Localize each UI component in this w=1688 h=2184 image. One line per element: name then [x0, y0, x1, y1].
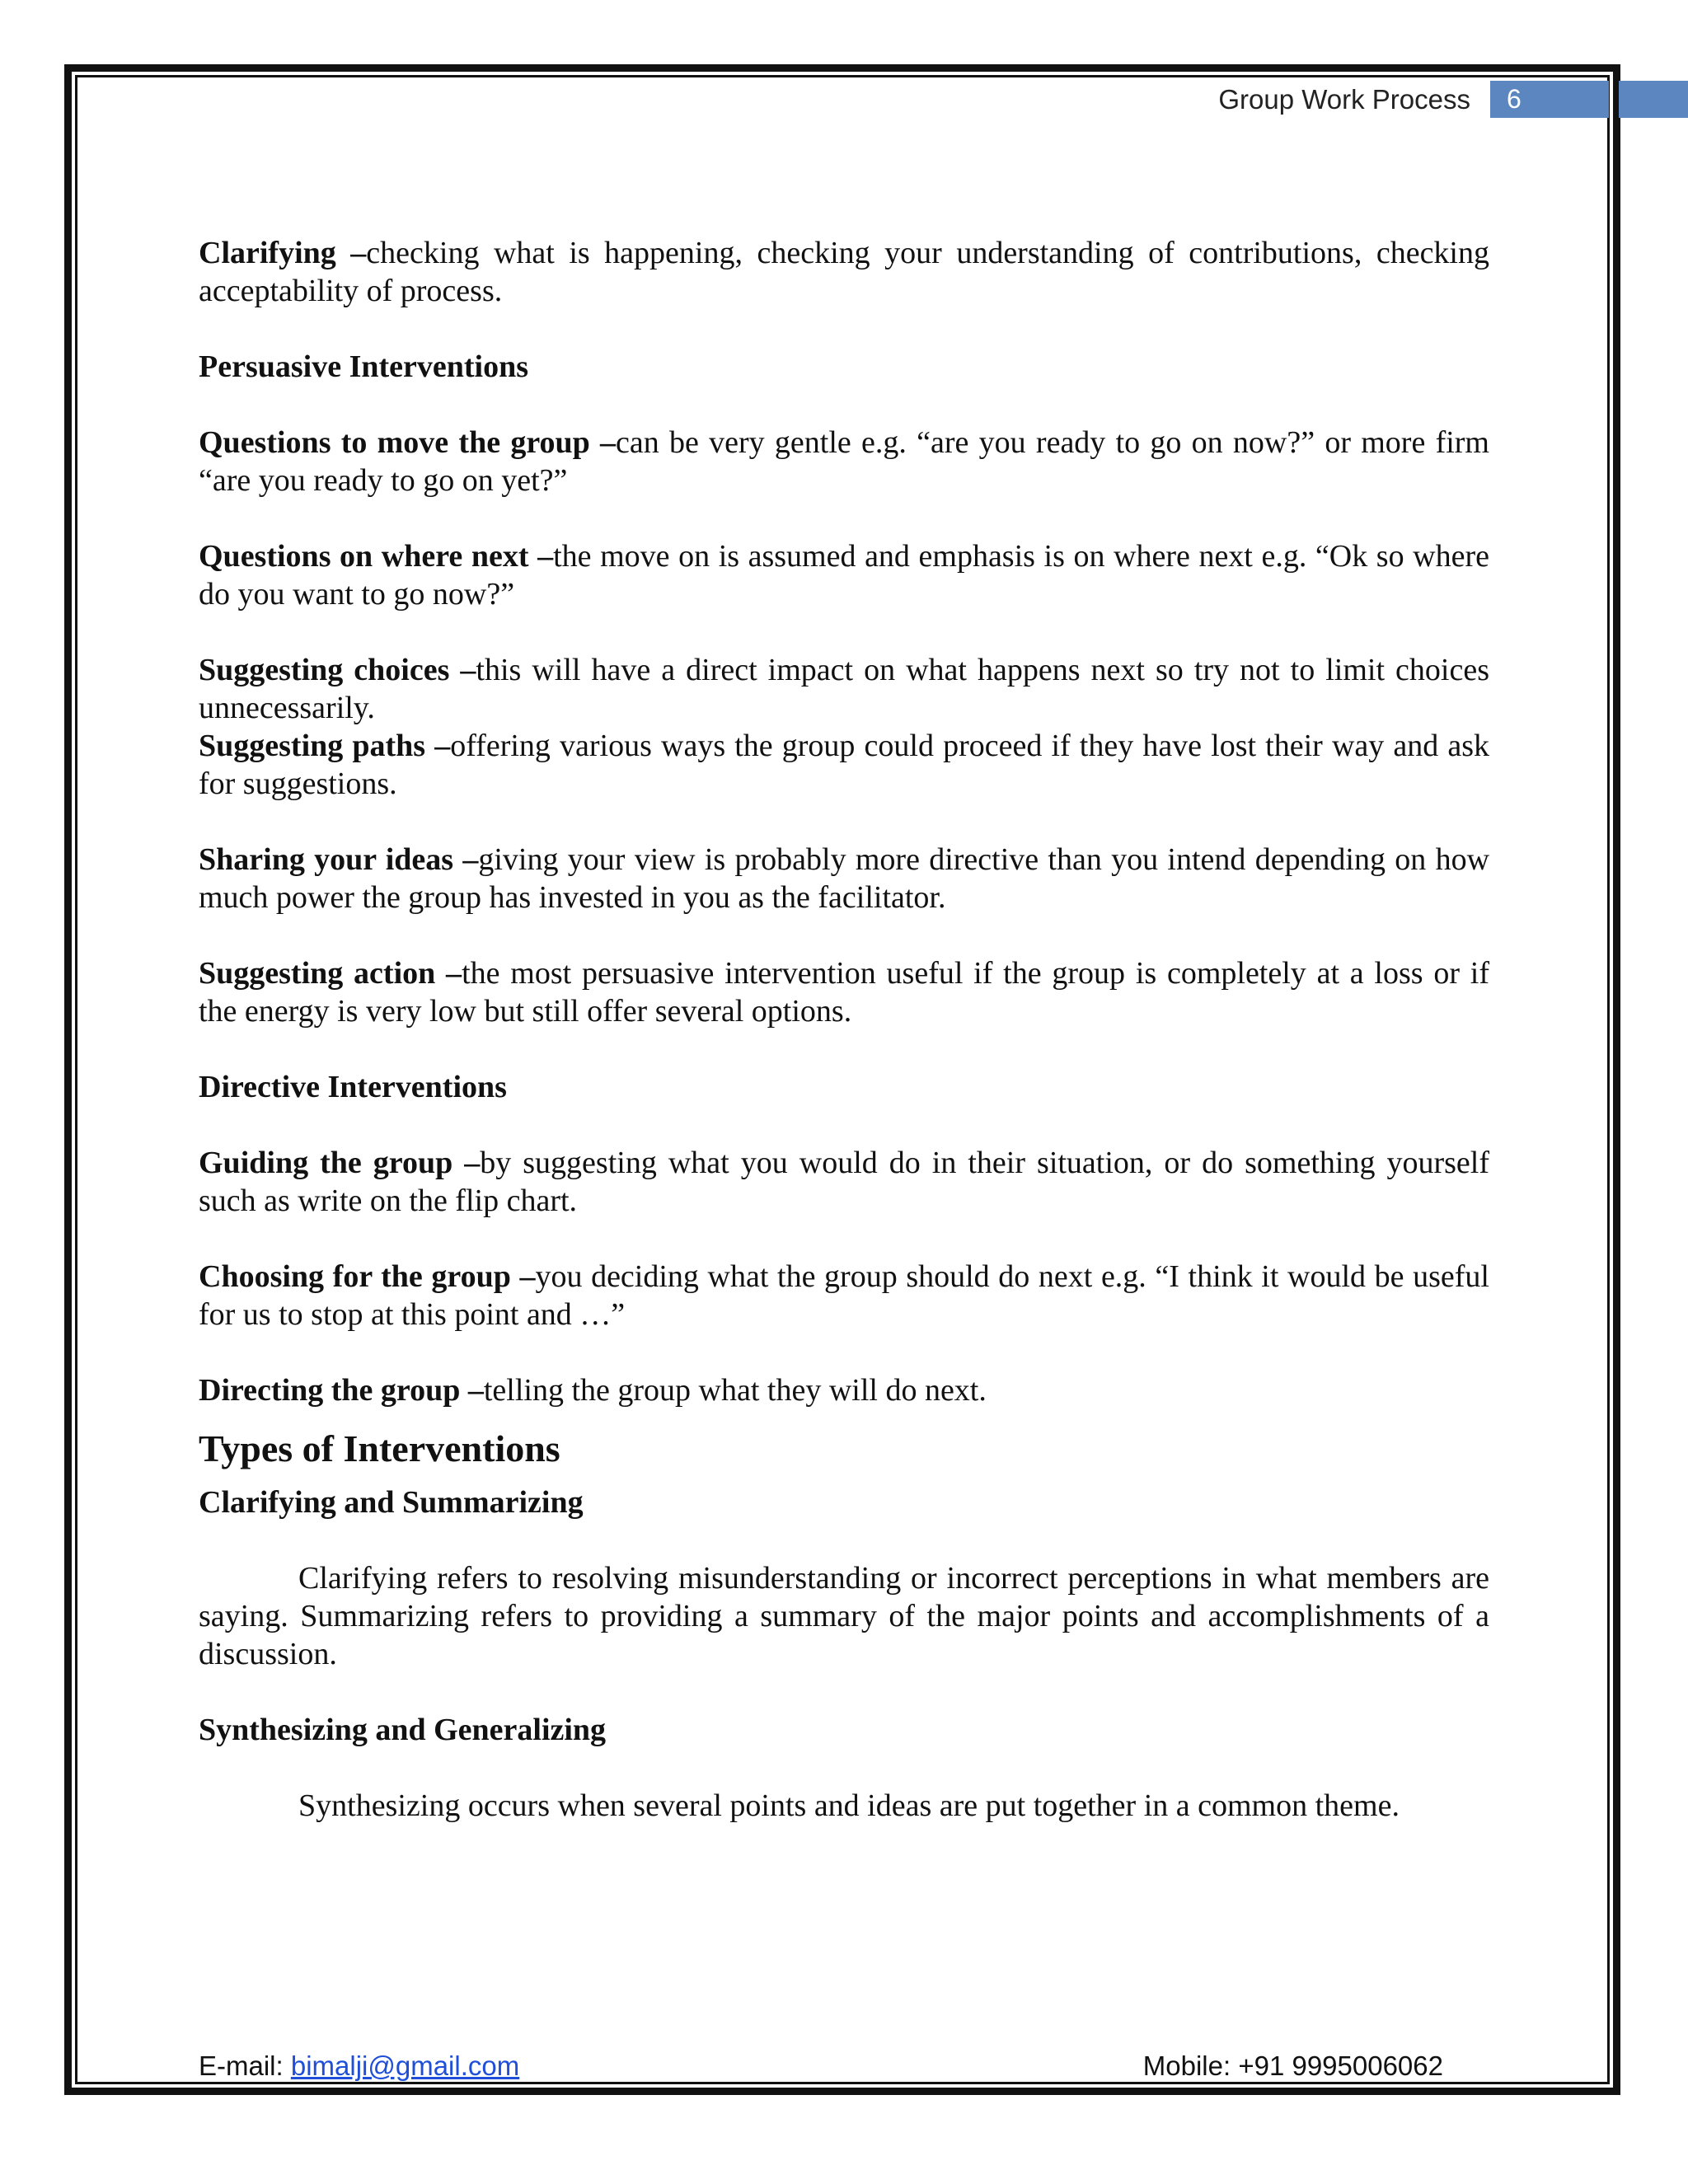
paragraph-suggesting-paths — [199, 727, 1489, 803]
paragraph-suggesting-action — [199, 954, 1489, 1030]
paragraph-sharing-ideas — [199, 841, 1489, 916]
term-guiding-group: Guiding the group – — [199, 1146, 481, 1180]
paragraph-clarifying-summarizing: Clarifying refers to resolving misunderstanding or incorrect perceptions in what members are saying. Summarizing refers to providing a summary of the major points and accomplishments of a discussion. — [199, 1561, 1489, 1671]
text-suggesting-paths: offering various ways the group could proceed if they have lost their way and ask for suggestions. — [199, 729, 1489, 801]
page-number-box — [1490, 81, 1609, 118]
text-choosing-group: you deciding what the group should do next e.g. “I think it would be useful for us to stop at this point and …” — [199, 1259, 1489, 1332]
term-directing-group: Directing the group – — [199, 1373, 484, 1408]
paragraph-questions-move — [199, 424, 1489, 499]
page-number: 6 — [1507, 84, 1522, 114]
text-clarifying: checking what is happening, checking your understanding of contributions, checking acceptability of process. — [199, 236, 1489, 308]
heading-persuasive-interventions: Persuasive Interventions — [199, 349, 529, 384]
header-accent-tab — [1619, 81, 1688, 118]
term-suggesting-choices: Suggesting choices – — [199, 653, 476, 687]
footer-email-link[interactable]: bimalji@gmail.com — [290, 2050, 520, 2081]
term-sharing-ideas: Sharing your ideas – — [199, 842, 479, 877]
document-body — [199, 234, 1489, 1825]
header-title: Group Work Process — [1218, 84, 1470, 115]
footer-email-label: E-mail: — [199, 2050, 291, 2081]
heading-clarifying-summarizing: Clarifying and Summarizing — [199, 1485, 584, 1520]
term-choosing-group: Choosing for the group – — [199, 1259, 536, 1294]
heading-types-of-interventions: Types of Interventions — [199, 1427, 560, 1469]
paragraph-synthesizing-generalizing: Synthesizing occurs when several points and ideas are put together in a common theme. — [298, 1788, 1400, 1823]
text-questions-where: the move on is assumed and emphasis is on where next e.g. “Ok so where do you want to go now?” — [199, 539, 1489, 612]
term-clarifying: Clarifying – — [199, 236, 367, 270]
term-questions-move: Questions to move the group – — [199, 425, 617, 460]
heading-directive-interventions: Directive Interventions — [199, 1070, 507, 1104]
term-questions-where: Questions on where next – — [199, 539, 554, 574]
text-sharing-ideas: giving your view is probably more directive than you intend depending on how much power the group has invested in you as the facilitator. — [199, 842, 1490, 915]
text-guiding-group: by suggesting what you would do in their situation, or do something yourself such as write on the flip chart. — [199, 1146, 1489, 1218]
footer-email — [199, 2050, 519, 2083]
paragraph-guiding-group — [199, 1144, 1489, 1220]
paragraph-clarifying — [199, 234, 1489, 310]
paragraph-questions-where — [199, 537, 1489, 613]
text-directing-group: telling the group what they will do next. — [483, 1373, 987, 1408]
paragraph-choosing-group — [199, 1258, 1489, 1333]
text-suggesting-choices: this will have a direct impact on what happens next so try not to limit choices unnecessarily. — [199, 653, 1489, 725]
footer-mobile: Mobile: +91 9995006062 — [1142, 2050, 1443, 2081]
text-suggesting-action: the most persuasive intervention useful if the group is completely at a loss or if the energy is very low but still offer several options. — [199, 956, 1490, 1029]
term-suggesting-action: Suggesting action – — [199, 956, 462, 991]
heading-synthesizing-generalizing: Synthesizing and Generalizing — [199, 1713, 607, 1747]
text-questions-move: can be very gentle e.g. “are you ready to go on now?” or more firm “are you ready to go on yet?” — [199, 425, 1489, 498]
paragraph-suggesting-choices — [199, 651, 1489, 727]
term-suggesting-paths: Suggesting paths – — [199, 729, 451, 763]
paragraph-directing-group — [199, 1371, 1489, 1409]
